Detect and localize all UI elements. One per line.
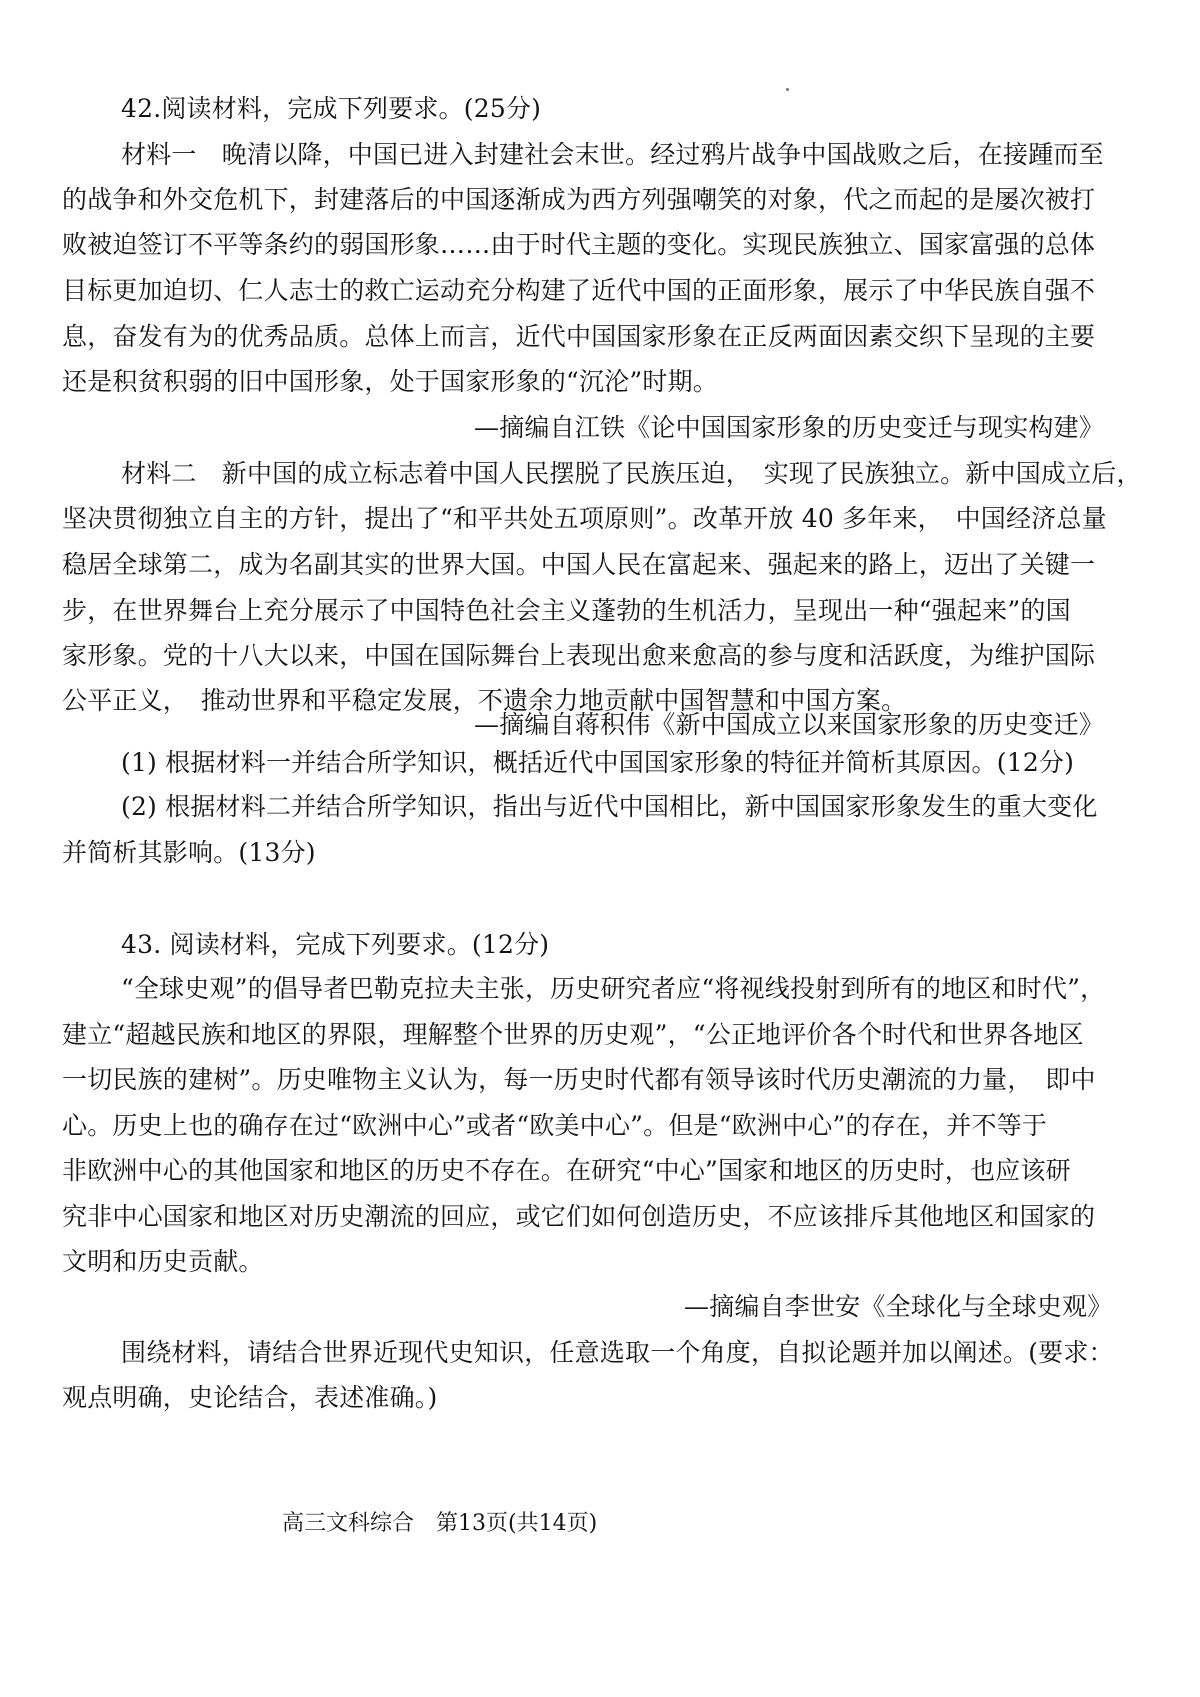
q43-material-line: 心。历史上也的确存在过“欧洲中心”或者“欧美中心”。但是“欧洲中心”的存在，并不等于 bbox=[62, 1111, 1048, 1140]
q42-material1-line: 还是积贫积弱的旧中国形象，处于国家形象的“沉沦”时期。 bbox=[62, 367, 718, 396]
q42-material1-line: 的战争和外交危机下，封建落后的中国逐渐成为西方列强嘲笑的对象，代之而起的是屡次被打 bbox=[62, 185, 1096, 214]
q43-material-line: 非欧洲中心的其他国家和地区的历史不存在。在研究“中心”国家和地区的历史时，也应该研 bbox=[62, 1156, 1071, 1185]
page-footer: 高三文科综合 第13页(共14页) bbox=[282, 1511, 598, 1536]
q42-material2-line: 公平正义， 推动世界和平稳定发展，不遗余力地贡献中国智慧和中国方案。 bbox=[62, 686, 907, 715]
q43-material-line: 一切民族的建树”。历史唯物主义认为，每一历史时代都有领导该时代历史潮流的力量， 即中 bbox=[62, 1065, 1096, 1094]
q43-header: 43. 阅读材料，完成下列要求。(12分) bbox=[121, 930, 550, 959]
q42-task1: (1) 根据材料一并结合所学知识，概括近代中国国家形象的特征并简析其原因。(12分) bbox=[121, 748, 1075, 777]
q42-material2-line: 材料二 新中国的成立标志着中国人民摆脱了民族压迫， 实现了民族独立。新中国成立后， bbox=[121, 459, 1142, 488]
q42-material2-line: 家形象。党的十八大以来，中国在国际舞台上表现出愈来愈高的参与度和活跃度，为维护国际 bbox=[62, 641, 1096, 670]
q43-material-line: 建立“超越民族和地区的界限，理解整个世界的历史观”，“公正地评价各个时代和世界各地区 bbox=[62, 1020, 1084, 1049]
q42-material1-line: 败被迫签订不平等条约的弱国形象……由于时代主题的变化。实现民族独立、国家富强的总体 bbox=[62, 230, 1096, 259]
q42-task2-line: (2) 根据材料二并结合所学知识，指出与近代中国相比，新中国国家形象发生的重大变化 bbox=[121, 792, 1098, 821]
q43-task-line: 观点明确，史论结合，表述准确。) bbox=[62, 1383, 438, 1412]
q42-source2: —摘编自蒋积伟《新中国成立以来国家形象的历史变迁》 bbox=[474, 710, 1105, 739]
q42-material2-line: 坚决贯彻独立自主的方针，提出了“和平共处五项原则”。改革开放 40 多年来， 中国经济总量 bbox=[62, 504, 1107, 533]
q43-material-line: 文明和历史贡献。 bbox=[62, 1247, 264, 1276]
q42-material1-line: 材料一 晚清以降，中国已进入封建社会末世。经过鸦片战争中国战败之后，在接踵而至 bbox=[121, 140, 1104, 169]
q43-material-line: “全球史观”的倡导者巴勒克拉夫主张，历史研究者应“将视线投射到所有的地区和时代”， bbox=[121, 974, 1106, 1003]
q42-header: 42.阅读材料，完成下列要求。(25分) bbox=[121, 94, 542, 123]
q42-material1-line: 目标更加迫切、仁人志士的救亡运动充分构建了近代中国的正面形象，展示了中华民族自强不 bbox=[62, 276, 1096, 305]
q42-material2-line: 稳居全球第二，成为名副其实的世界大国。中国人民在富起来、强起来的路上，迈出了关键一 bbox=[62, 550, 1096, 579]
q42-material1-line: 息，奋发有为的优秀品质。总体上而言，近代中国国家形象在正反两面因素交织下呈现的主要 bbox=[62, 322, 1096, 351]
q42-task2-line: 并简析其影响。(13分) bbox=[62, 838, 316, 867]
q43-source: —摘编自李世安《全球化与全球史观》 bbox=[684, 1292, 1113, 1321]
scan-speck bbox=[786, 88, 789, 91]
q42-material2-line: 步，在世界舞台上充分展示了中国特色社会主义蓬勃的生机活力，呈现出一种“强起来”的国 bbox=[62, 596, 1071, 625]
q43-material-line: 究非中心国家和地区对历史潮流的回应，或它们如何创造历史，不应该排斥其他地区和国家的 bbox=[62, 1202, 1096, 1231]
q43-task-line: 围绕材料，请结合世界近现代史知识，任意选取一个角度，自拟论题并加以阐述。(要求： bbox=[121, 1338, 1114, 1367]
q42-source1: —摘编自江铁《论中国国家形象的历史变迁与现实构建》 bbox=[474, 413, 1105, 442]
